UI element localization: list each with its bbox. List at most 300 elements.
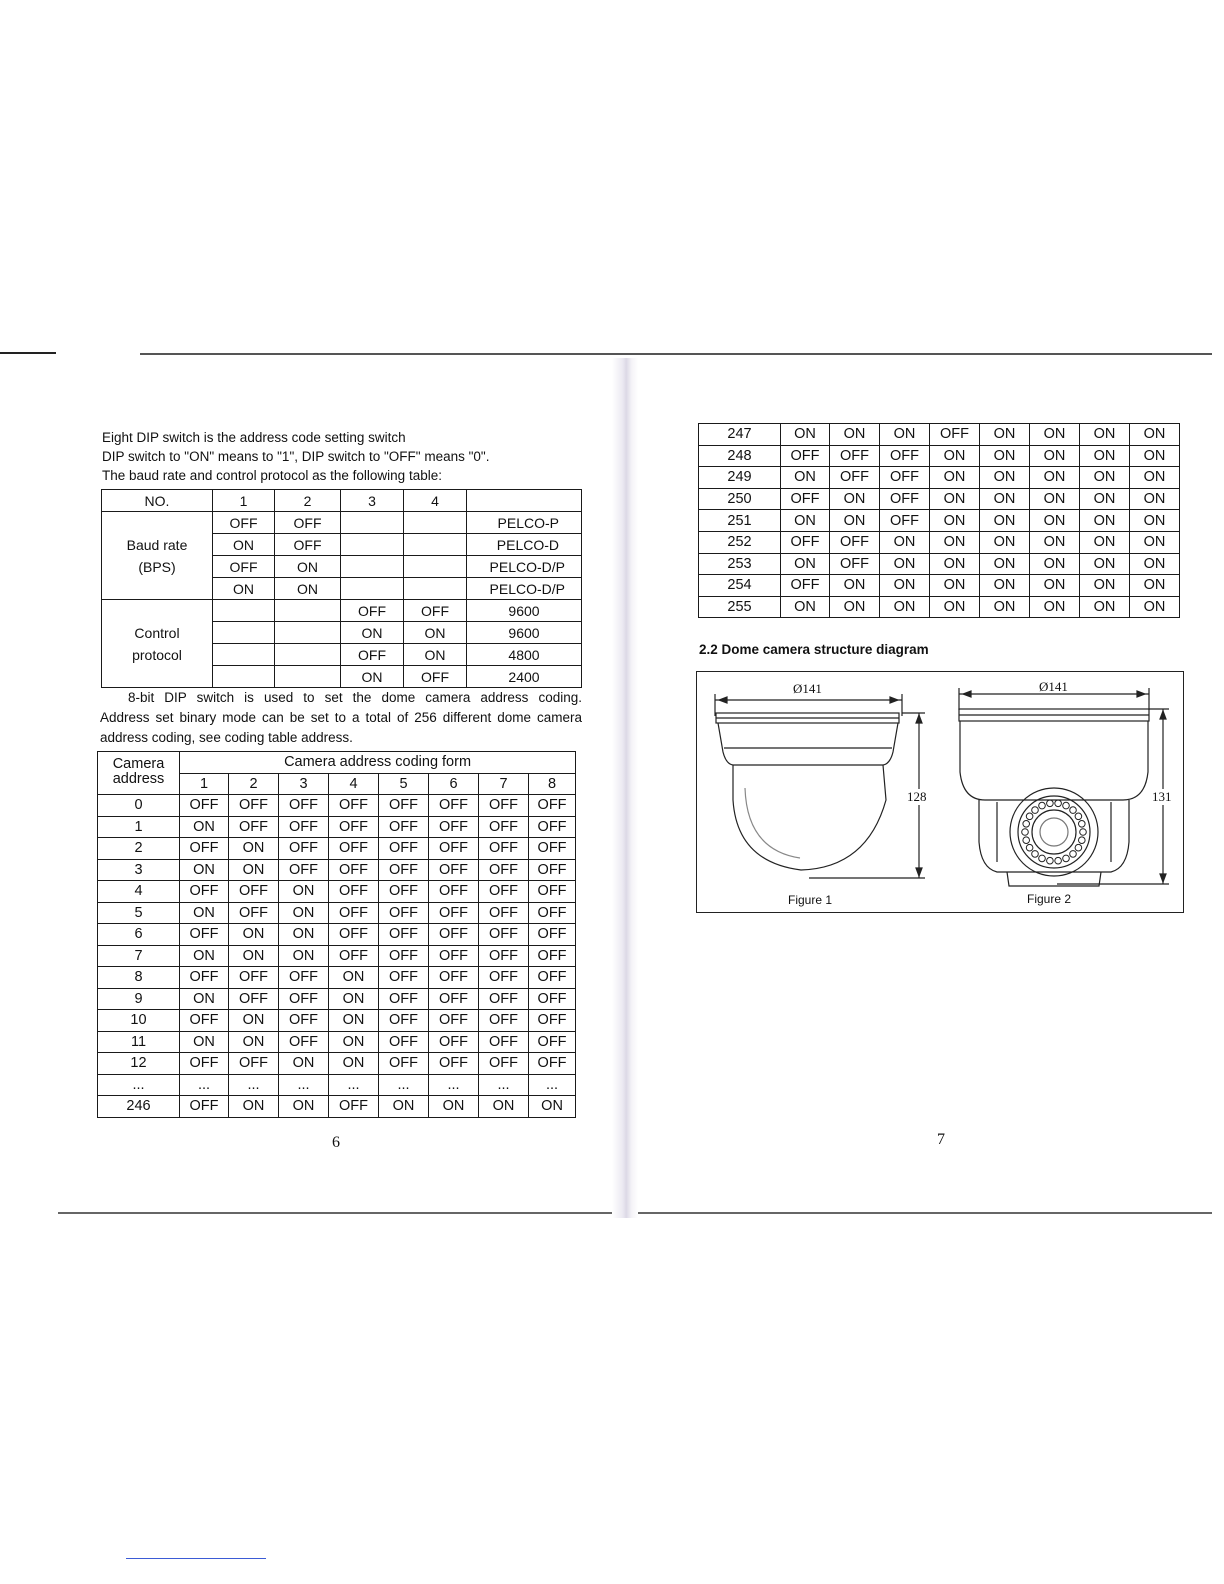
dip-state-cell: ON [930, 467, 980, 489]
dip-state-cell: OFF [279, 967, 329, 989]
dip-state-cell: OFF [429, 945, 479, 967]
baud-rate-label [102, 512, 213, 600]
dip-state-cell: ON [1030, 575, 1080, 597]
dip-state-cell: OFF [880, 445, 930, 467]
table-cell [341, 578, 404, 600]
bit-header-cell: 7 [479, 773, 529, 795]
table-row [699, 596, 1180, 618]
table-cell [213, 644, 275, 666]
dip-state-cell: ON [1130, 467, 1180, 489]
bit-header-cell: 1 [180, 773, 229, 795]
table-row [98, 967, 576, 989]
dip-state-cell: OFF [229, 988, 279, 1010]
table-row [102, 512, 582, 534]
page-fold-shadow [612, 358, 638, 1218]
dip-state-cell: ON [830, 488, 880, 510]
dip-state-cell: OFF [379, 881, 429, 903]
dip-state-cell: ON [830, 510, 880, 532]
dip-state-cell: ... [529, 1074, 576, 1096]
dip-state-cell: ON [1080, 553, 1130, 575]
table-cell [404, 578, 467, 600]
table-cell: ON [404, 622, 467, 644]
dip-state-cell: ON [980, 445, 1030, 467]
ir-led [1023, 837, 1030, 844]
table-cell [341, 534, 404, 556]
dip-state-cell: OFF [180, 967, 229, 989]
dip-state-cell: OFF [781, 445, 830, 467]
ir-led [1022, 829, 1029, 836]
dip-state-cell: ON [229, 1010, 279, 1032]
dip-state-cell: OFF [781, 575, 830, 597]
dip-state-cell: ON [1080, 445, 1130, 467]
control-protocol-label [102, 600, 213, 688]
dip-state-cell: ON [980, 531, 1030, 553]
ir-led [1079, 821, 1086, 828]
figure-1-drawing [697, 672, 937, 910]
table-row [102, 600, 582, 622]
dip-state-cell: ON [1080, 510, 1130, 532]
table-cell: OFF [275, 534, 341, 556]
dip-state-cell: OFF [279, 838, 329, 860]
dip-state-cell: OFF [930, 424, 980, 446]
camera-address-cell: 0 [98, 795, 180, 817]
dip-state-cell: ON [980, 596, 1030, 618]
ir-led [1055, 800, 1062, 807]
dip-state-cell: OFF [279, 859, 329, 881]
dip-state-cell: OFF [379, 838, 429, 860]
dip-state-cell: OFF [329, 838, 379, 860]
address-coding-table [97, 751, 576, 1118]
dip-state-cell: ON [279, 881, 329, 903]
dip-state-cell: OFF [529, 902, 576, 924]
table-row [699, 531, 1180, 553]
ir-led [1039, 855, 1046, 862]
table-row [98, 838, 576, 860]
camera-address-cell: 10 [98, 1010, 180, 1032]
dip-state-cell: OFF [529, 1031, 576, 1053]
table-row [98, 1031, 576, 1053]
table-row [98, 945, 576, 967]
ir-led [1039, 802, 1046, 809]
header-cell: 4 [404, 490, 467, 512]
dip-state-cell: ... [479, 1074, 529, 1096]
ir-led [1079, 837, 1086, 844]
camera-address-cell: 7 [98, 945, 180, 967]
dip-state-cell: OFF [329, 859, 379, 881]
paragraph-line: address coding, see coding table address. [100, 730, 353, 745]
table-cell: ON [341, 622, 404, 644]
dip-state-cell: ON [479, 1096, 529, 1118]
table-cell: 4800 [467, 644, 582, 666]
dip-state-cell: ... [229, 1074, 279, 1096]
camera-address-cell: 247 [699, 424, 781, 446]
dip-state-cell: OFF [329, 881, 379, 903]
control-protocol-label-line: Control [134, 624, 180, 641]
dip-state-cell: OFF [279, 1010, 329, 1032]
header-cell: 3 [341, 490, 404, 512]
table-row [98, 1010, 576, 1032]
ir-led [1080, 829, 1087, 836]
table-cell: 2400 [467, 666, 582, 688]
dip-state-cell: ON [930, 575, 980, 597]
table-row [98, 1096, 576, 1118]
figure-2-width-label: Ø141 [1039, 679, 1068, 694]
dip-state-cell: OFF [429, 988, 479, 1010]
dip-state-cell: ON [329, 1031, 379, 1053]
dip-state-cell: ON [930, 488, 980, 510]
dip-state-cell: OFF [180, 881, 229, 903]
dip-state-cell: OFF [781, 531, 830, 553]
dip-state-cell: OFF [379, 1053, 429, 1075]
dip-state-cell: ... [180, 1074, 229, 1096]
table-cell: ON [213, 534, 275, 556]
figure-2-drawing [937, 672, 1182, 910]
dip-state-cell: ON [279, 924, 329, 946]
page-number-right: 7 [937, 1131, 945, 1148]
dip-state-cell: OFF [279, 1031, 329, 1053]
table-header-row [102, 490, 582, 512]
dip-state-cell: OFF [479, 816, 529, 838]
dip-state-cell: OFF [529, 881, 576, 903]
table-row [699, 467, 1180, 489]
paragraph-line: 8-bit DIP switch is used to set the dome camera address coding. [128, 690, 582, 705]
dip-state-cell: ON [1030, 445, 1080, 467]
address-coding-table-continued [698, 423, 1180, 618]
dip-state-cell: OFF [229, 881, 279, 903]
dip-state-cell: ... [379, 1074, 429, 1096]
dip-state-cell: OFF [429, 816, 479, 838]
dip-state-cell: OFF [479, 881, 529, 903]
dip-state-cell: ... [429, 1074, 479, 1096]
ir-led [1070, 851, 1077, 858]
camera-address-cell: 4 [98, 881, 180, 903]
table-header-row [98, 752, 576, 774]
dip-state-cell: ON [1130, 553, 1180, 575]
ir-led [1032, 851, 1039, 858]
dip-state-cell: OFF [529, 1053, 576, 1075]
dip-state-cell: ... [279, 1074, 329, 1096]
dip-state-cell: ON [830, 575, 880, 597]
dip-state-cell: ON [880, 575, 930, 597]
dip-state-cell: OFF [329, 902, 379, 924]
table-row [98, 881, 576, 903]
dip-state-cell: OFF [529, 838, 576, 860]
table-cell: PELCO-D [467, 534, 582, 556]
dip-state-cell: OFF [429, 924, 479, 946]
dip-state-cell: OFF [429, 1010, 479, 1032]
header-cell: 2 [275, 490, 341, 512]
dip-state-cell: ON [980, 467, 1030, 489]
table-row [98, 1074, 576, 1096]
table-cell: ON [341, 666, 404, 688]
dip-state-cell: OFF [830, 553, 880, 575]
baud-rate-label-line: (BPS) [138, 558, 176, 575]
ir-led [1063, 802, 1070, 809]
top-rule-left-stub [0, 352, 56, 354]
dip-state-cell: ON [180, 902, 229, 924]
dip-state-cell: OFF [830, 467, 880, 489]
table-cell [275, 644, 341, 666]
dip-state-cell: ON [1030, 531, 1080, 553]
dip-state-cell: OFF [379, 924, 429, 946]
dip-state-cell: ON [930, 510, 980, 532]
dip-state-cell: OFF [529, 945, 576, 967]
table-row [699, 488, 1180, 510]
table-cell [404, 512, 467, 534]
dip-state-cell: ON [279, 902, 329, 924]
table-cell [275, 666, 341, 688]
table-cell: ON [404, 644, 467, 666]
dip-state-cell: OFF [229, 902, 279, 924]
dip-state-cell: ON [180, 988, 229, 1010]
dip-state-cell: OFF [830, 445, 880, 467]
dip-state-cell: OFF [479, 924, 529, 946]
dip-state-cell: OFF [529, 1010, 576, 1032]
table-cell: PELCO-D/P [467, 578, 582, 600]
table-row [98, 816, 576, 838]
dip-state-cell: ON [1130, 510, 1180, 532]
dip-state-cell: OFF [329, 1096, 379, 1118]
dip-state-cell: OFF [379, 859, 429, 881]
dip-state-cell: ON [1130, 575, 1180, 597]
dip-state-cell: ON [329, 967, 379, 989]
bit-header-cell: 5 [379, 773, 429, 795]
dip-state-cell: ON [781, 510, 830, 532]
structure-diagram-box [696, 671, 1184, 913]
dip-state-cell: OFF [329, 945, 379, 967]
dip-state-cell: ON [529, 1096, 576, 1118]
dip-state-cell: ON [229, 1096, 279, 1118]
dip-state-cell: OFF [279, 988, 329, 1010]
bit-header-cell: 4 [329, 773, 379, 795]
table-cell [213, 600, 275, 622]
section-title: 2.2 Dome camera structure diagram [699, 642, 929, 657]
dip-state-cell: OFF [379, 945, 429, 967]
dip-state-cell: ON [1080, 467, 1130, 489]
camera-address-cell: 12 [98, 1053, 180, 1075]
table-row [699, 510, 1180, 532]
ir-led [1047, 800, 1054, 807]
dip-state-cell: OFF [229, 816, 279, 838]
dip-state-cell: OFF [830, 531, 880, 553]
ir-led [1026, 844, 1033, 851]
table-row [699, 445, 1180, 467]
dip-state-cell: ON [229, 838, 279, 860]
dip-state-cell: ON [1030, 553, 1080, 575]
camera-address-cell: 11 [98, 1031, 180, 1053]
dip-state-cell: OFF [529, 967, 576, 989]
dip-state-cell: OFF [429, 881, 479, 903]
ir-led [1075, 844, 1082, 851]
dip-state-cell: ON [781, 467, 830, 489]
dip-state-cell: OFF [180, 795, 229, 817]
table-cell: OFF [275, 512, 341, 534]
dip-state-cell: ON [880, 596, 930, 618]
table-cell: OFF [213, 556, 275, 578]
table-row [699, 553, 1180, 575]
figure-1-height-label: 128 [907, 789, 927, 804]
dip-state-cell: ON [1130, 596, 1180, 618]
dip-state-cell: ON [1080, 488, 1130, 510]
table-cell [404, 534, 467, 556]
table-cell [213, 622, 275, 644]
dip-state-cell: OFF [429, 967, 479, 989]
table-cell: OFF [404, 666, 467, 688]
page-number-left: 6 [332, 1134, 340, 1151]
dip-state-cell: ON [1030, 488, 1080, 510]
camera-address-cell: 253 [699, 553, 781, 575]
dip-state-cell: OFF [379, 967, 429, 989]
coding-form-header: Camera address coding form [180, 752, 576, 774]
dip-state-cell: ON [930, 596, 980, 618]
table-row [98, 924, 576, 946]
dip-state-cell: OFF [329, 816, 379, 838]
dip-state-cell: OFF [429, 1053, 479, 1075]
dip-state-cell: OFF [479, 859, 529, 881]
dip-state-cell: ON [880, 553, 930, 575]
dip-state-cell: OFF [229, 795, 279, 817]
figure-2-caption: Figure 2 [1027, 892, 1072, 906]
dip-state-cell: OFF [379, 816, 429, 838]
table-cell [275, 622, 341, 644]
dip-state-cell: OFF [529, 795, 576, 817]
table-cell: OFF [341, 600, 404, 622]
dip-state-cell: OFF [229, 967, 279, 989]
dip-state-cell: OFF [880, 467, 930, 489]
intro-text [102, 428, 489, 485]
table-cell: OFF [404, 600, 467, 622]
dip-state-cell: ON [379, 1096, 429, 1118]
table-cell: ON [213, 578, 275, 600]
camera-address-cell: 3 [98, 859, 180, 881]
dip-state-cell: OFF [379, 1010, 429, 1032]
dip-state-cell: OFF [180, 924, 229, 946]
dip-state-cell: ON [229, 1031, 279, 1053]
dip-state-cell: ON [980, 553, 1030, 575]
dip-state-cell: ON [1030, 467, 1080, 489]
dip-state-cell: OFF [479, 945, 529, 967]
dip-state-cell: OFF [479, 967, 529, 989]
ir-led [1023, 821, 1030, 828]
dip-state-cell: OFF [880, 510, 930, 532]
dip-state-cell: OFF [429, 838, 479, 860]
camera-address-header [98, 752, 180, 795]
table-cell: OFF [341, 644, 404, 666]
ir-led [1047, 857, 1054, 864]
dip-state-cell: ON [180, 859, 229, 881]
table-cell [341, 556, 404, 578]
bit-header-cell: 6 [429, 773, 479, 795]
dip-state-cell: ON [229, 945, 279, 967]
dip-state-cell: ON [830, 424, 880, 446]
figure-1-width-label: Ø141 [793, 681, 822, 696]
dip-state-cell: ON [279, 1053, 329, 1075]
dip-state-cell: ON [830, 596, 880, 618]
dip-state-cell: OFF [329, 795, 379, 817]
table-row [699, 575, 1180, 597]
dip-state-cell: ON [781, 553, 830, 575]
table-cell: PELCO-P [467, 512, 582, 534]
paragraph-line: Address set binary mode can be set to a total of 256 different dome camera [100, 710, 582, 725]
dip-state-cell: OFF [529, 816, 576, 838]
ir-led [1063, 855, 1070, 862]
ir-led [1070, 807, 1077, 814]
dip-state-cell: ON [980, 575, 1030, 597]
camera-address-header-line: Camera [112, 756, 165, 772]
ir-led [1026, 813, 1033, 820]
dip-state-cell: ON [1030, 424, 1080, 446]
dip-state-cell: OFF [429, 902, 479, 924]
dip-state-cell: OFF [379, 902, 429, 924]
dip-state-cell: ON [1080, 424, 1130, 446]
ir-led [1055, 857, 1062, 864]
dip-state-cell: OFF [429, 859, 479, 881]
dip-state-cell: OFF [529, 924, 576, 946]
table-cell: 9600 [467, 600, 582, 622]
intro-line: The baud rate and control protocol as the following table: [102, 468, 442, 483]
table-cell [275, 600, 341, 622]
table-cell: ON [275, 578, 341, 600]
baud-rate-label-line: Baud rate [126, 536, 188, 553]
dip-state-cell: ON [180, 816, 229, 838]
dip-state-cell: ON [980, 488, 1030, 510]
control-protocol-label-line: protocol [132, 646, 182, 663]
bit-header-cell: 8 [529, 773, 576, 795]
dip-state-cell: OFF [479, 988, 529, 1010]
dip-state-cell: ON [1130, 424, 1180, 446]
dip-state-cell: OFF [529, 988, 576, 1010]
camera-address-cell: 5 [98, 902, 180, 924]
header-cell: NO. [102, 490, 213, 512]
bit-header-cell: 3 [279, 773, 329, 795]
dip-state-cell: ON [429, 1096, 479, 1118]
dip-state-cell: OFF [180, 1053, 229, 1075]
dip-state-cell: OFF [479, 902, 529, 924]
camera-address-cell: 250 [699, 488, 781, 510]
dip-state-cell: ON [980, 510, 1030, 532]
table-cell: 9600 [467, 622, 582, 644]
dip-state-cell: ON [229, 924, 279, 946]
camera-address-cell: 8 [98, 967, 180, 989]
dip-state-cell: ON [1130, 488, 1180, 510]
dip-state-cell: ON [781, 424, 830, 446]
camera-address-cell: 1 [98, 816, 180, 838]
dip-state-cell: OFF [379, 795, 429, 817]
dip-state-cell: ON [329, 1010, 379, 1032]
dip-state-cell: OFF [329, 924, 379, 946]
camera-address-cell: 254 [699, 575, 781, 597]
dip-state-cell: OFF [180, 1010, 229, 1032]
dip-state-cell: ON [329, 1053, 379, 1075]
top-rule [140, 353, 1212, 355]
dip-state-cell: OFF [180, 1096, 229, 1118]
dip-state-cell: OFF [479, 795, 529, 817]
dip-state-cell: OFF [279, 816, 329, 838]
table-row [98, 902, 576, 924]
intro-line: DIP switch to "ON" means to "1", DIP switch to "OFF" means "0". [102, 449, 490, 464]
camera-address-cell: 251 [699, 510, 781, 532]
table-row [699, 424, 1180, 446]
intro-line: Eight DIP switch is the address code setting switch [102, 430, 406, 445]
camera-address-cell: 249 [699, 467, 781, 489]
table-row [98, 795, 576, 817]
dip-state-cell: OFF [379, 1031, 429, 1053]
dip-state-cell: ON [880, 531, 930, 553]
dip-state-cell: ON [930, 553, 980, 575]
camera-address-cell: 2 [98, 838, 180, 860]
dip-state-cell: OFF [479, 838, 529, 860]
dip-state-cell: OFF [180, 838, 229, 860]
